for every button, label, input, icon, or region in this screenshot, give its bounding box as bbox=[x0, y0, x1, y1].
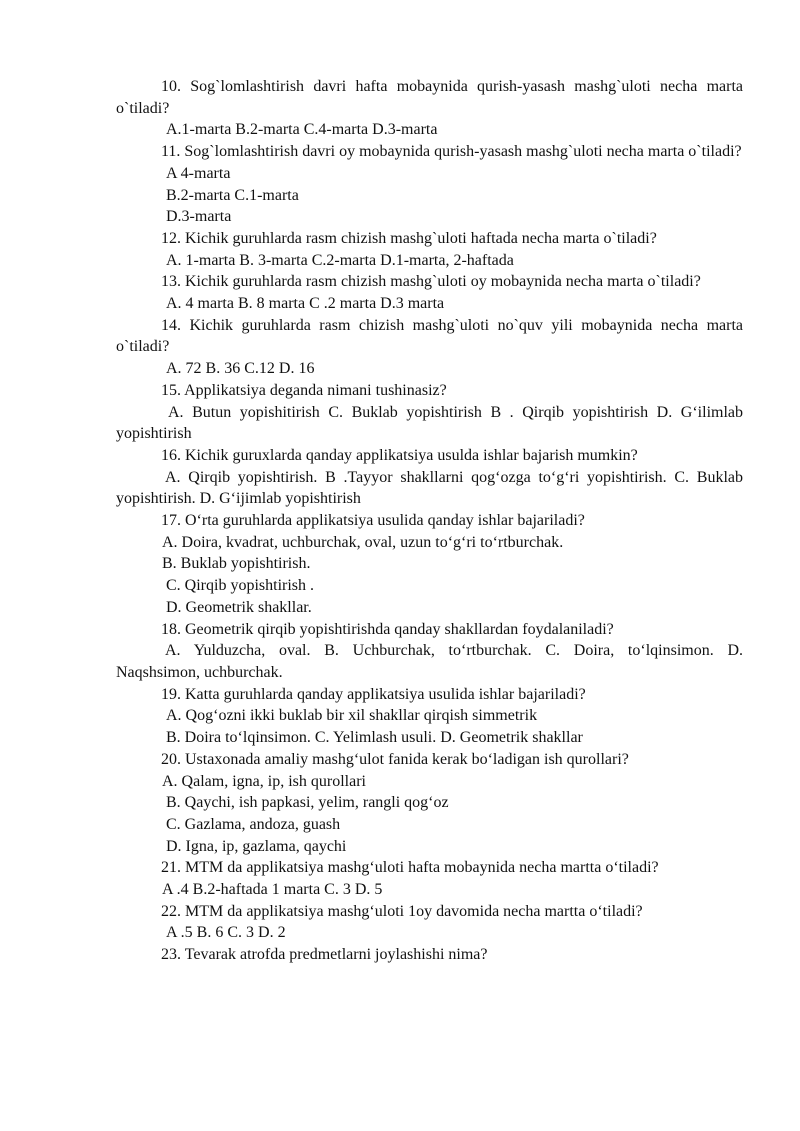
answers-12: A. 1-marta B. 3-marta C.2-marta D.1-marta, 2-haftada bbox=[166, 251, 514, 269]
document-page bbox=[116, 76, 743, 966]
question-22: 22. MTM da applikatsiya mashg‘uloti 1oy davomida necha martta o‘tiladi? bbox=[161, 902, 643, 920]
answers-18: A. Yulduzcha, oval. B. Uchburchak, to‘rtburchak. C. Doira, to‘lqinsimon. D. Naqshsimon, uchburchak. bbox=[116, 642, 743, 681]
answer-19-bcd: B. Doira to‘lqinsimon. C. Yelimlash usuli. D. Geometrik shakllar bbox=[166, 729, 583, 747]
answers-22: A .5 B. 6 C. 3 D. 2 bbox=[166, 924, 286, 942]
question-21: 21. MTM da applikatsiya mashg‘uloti hafta mobaynida necha martta o‘tiladi? bbox=[161, 859, 659, 877]
answer-20-a: A. Qalam, igna, ip, ish qurollari bbox=[162, 772, 366, 790]
question-10: 10. Sog`lomlashtirish davri hafta mobaynida qurish-yasash mashg`uloti necha marta o`tiladi? bbox=[116, 78, 743, 117]
question-19: 19. Katta guruhlarda qanday applikatsiya usulida ishlar bajariladi? bbox=[161, 685, 586, 703]
question-20: 20. Ustaxonada amaliy mashg‘ulot fanida kerak bo‘ladigan ish qurollari? bbox=[161, 750, 629, 768]
answers-15: A. Butun yopishitirish C. Buklab yopishtirish B . Qirqib yopishtirish D. G‘ilimlab yopishtirish bbox=[116, 403, 743, 443]
answer-11-d: D.3-marta bbox=[166, 208, 232, 226]
answers-16: A. Qirqib yopishtirish. B .Tayyor shakllarni qog‘ozga to‘g‘ri yopishtirish. C. Buklab yopishtirish. D. G‘ijimlab yopishtirish bbox=[116, 468, 743, 508]
answer-17-c: C. Qirqib yopishtirish . bbox=[166, 577, 315, 595]
answer-11-bc: B.2-marta C.1-marta bbox=[166, 186, 299, 204]
answer-17-a: A. Doira, kvadrat, uchburchak, oval, uzun to‘g‘ri to‘rtburchak. bbox=[162, 533, 564, 551]
answer-20-c: C. Gazlama, andoza, guash bbox=[166, 815, 341, 833]
answer-20-b: B. Qaychi, ish papkasi, yelim, rangli qog‘oz bbox=[166, 794, 449, 812]
answers-10: A.1-marta B.2-marta C.4-marta D.3-marta bbox=[166, 121, 438, 139]
question-11: 11. Sog`lomlashtirish davri oy mobaynida qurish-yasash mashg`uloti necha marta o`tiladi? bbox=[161, 143, 742, 161]
question-23: 23. Tevarak atrofda predmetlarni joylashishi nima? bbox=[161, 946, 488, 964]
question-16: 16. Kichik guruxlarda qanday applikatsiya usulda ishlar bajarish mumkin? bbox=[161, 446, 638, 464]
answer-19-a: A. Qog‘ozni ikki buklab bir xil shakllar qirqish simmetrik bbox=[166, 707, 538, 725]
question-15: 15. Applikatsiya deganda nimani tushinasiz? bbox=[161, 381, 447, 399]
answer-11-a: A 4-marta bbox=[166, 164, 231, 182]
answer-17-d: D. Geometrik shakllar. bbox=[166, 598, 312, 616]
answers-13: A. 4 marta B. 8 marta C .2 marta D.3 marta bbox=[166, 295, 445, 313]
question-18: 18. Geometrik qirqib yopishtirishda qanday shakllardan foydalaniladi? bbox=[161, 620, 614, 638]
answer-20-d: D. Igna, ip, gazlama, qaychi bbox=[166, 837, 347, 855]
question-13: 13. Kichik guruhlarda rasm chizish mashg`uloti oy mobaynida necha marta o`tiladi? bbox=[161, 273, 701, 291]
question-14: 14. Kichik guruhlarda rasm chizish mashg`uloti no`quv yili mobaynida necha marta o`tiladi? bbox=[116, 316, 743, 356]
question-12: 12. Kichik guruhlarda rasm chizish mashg`uloti haftada necha marta o`tiladi? bbox=[161, 229, 657, 247]
question-17: 17. O‘rta guruhlarda applikatsiya usulida qanday ishlar bajariladi? bbox=[161, 512, 585, 530]
answer-17-b: B. Buklab yopishtirish. bbox=[162, 555, 311, 573]
answers-14: A. 72 B. 36 C.12 D. 16 bbox=[166, 360, 315, 378]
answers-21: A .4 B.2-haftada 1 marta C. 3 D. 5 bbox=[162, 881, 383, 899]
